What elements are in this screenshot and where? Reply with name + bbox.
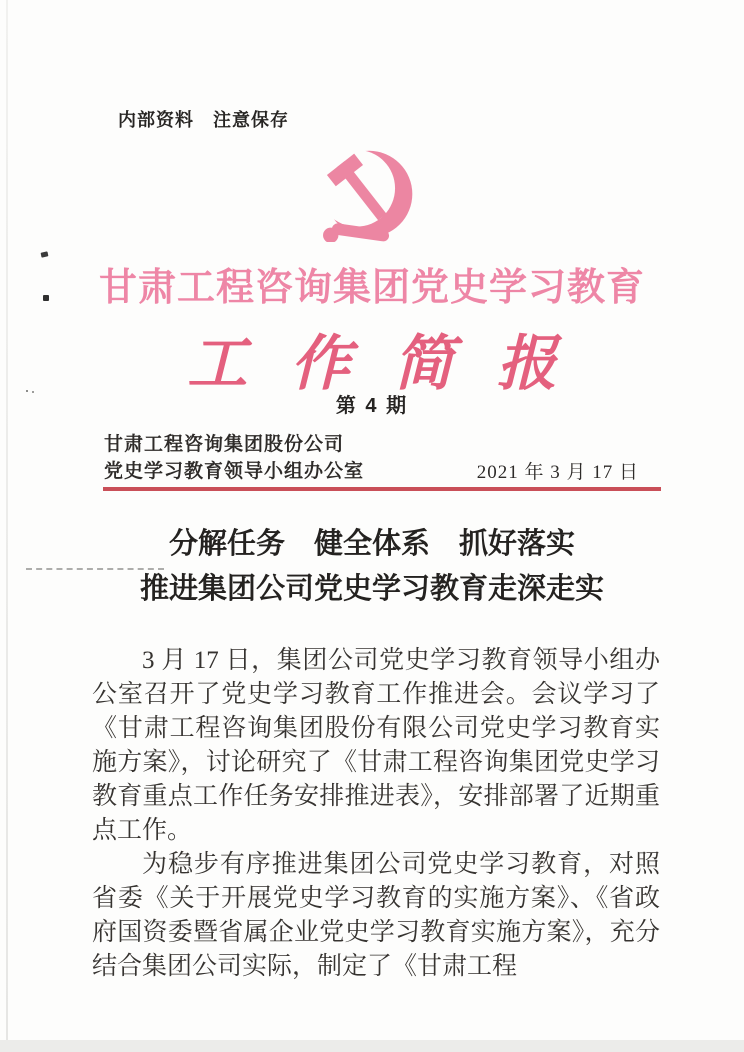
publication-row [104, 431, 661, 485]
org-line-1: 甘肃工程咨询集团股份公司 [104, 434, 345, 455]
scan-bottom-edge [0, 1040, 744, 1052]
classification-notice: 内部资料 注意保存 [118, 110, 289, 130]
publication-date: 2021 年 3 月 17 日 [476, 462, 639, 483]
publishing-organization [104, 431, 364, 485]
party-emblem-icon [0, 146, 744, 242]
bulletin-name: 工作简报 [187, 329, 600, 399]
scan-dashed-streak [26, 568, 164, 570]
paragraph-2: 为稳步有序推进集团公司党史学习教育，对照省委《关于开展党史学习教育的实施方案》、《省政府国资委暨省属企业党史学习教育实施方案》，充分结合集团公司实际，制定了《甘肃工程 [92, 851, 660, 980]
issue-number: 第 4 期 [335, 395, 409, 417]
article-title [0, 522, 744, 612]
paragraph-1: 3 月 17 日，集团公司党史学习教育领导小组办公室召开了党史学习教育工作推进会。会议学习了《甘肃工程咨询集团股份有限公司党史学习教育实施方案》，讨论研究了《甘肃工程咨询集团党史学习教育重点工作任务安排推进表》，安排部署了近期重点工作。 [92, 647, 660, 844]
masthead-title: 甘肃工程咨询集团党史学习教育 [98, 267, 645, 309]
scan-dots [26, 390, 28, 392]
article-body [92, 644, 660, 984]
article-title-line1: 分解任务 健全体系 抓好落实 [168, 528, 575, 560]
article-title-line2: 推进集团公司党史学习教育走深走实 [139, 573, 604, 605]
org-line-2: 党史学习教育领导小组办公室 [104, 461, 365, 482]
scan-speck [43, 295, 49, 301]
masthead-divider [103, 487, 661, 491]
